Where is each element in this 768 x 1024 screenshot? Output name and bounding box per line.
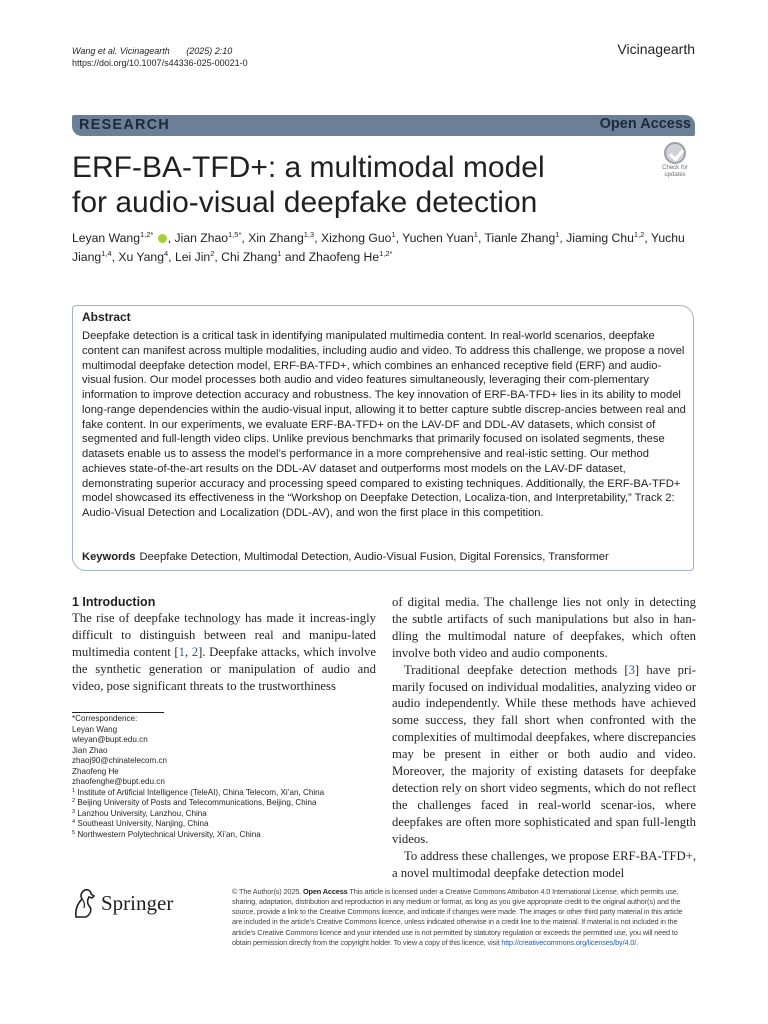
citation-link[interactable]: 2 xyxy=(191,644,199,659)
keywords-text: Deepfake Detection, Multimodal Detection, Audio-Visual Fusion, Digital Forensics, Transformer xyxy=(139,551,609,563)
author: Zhaofeng He xyxy=(308,250,380,264)
title-line-1: ERF-BA-TFD+: a multimodal model xyxy=(72,151,545,184)
check-updates-icon xyxy=(664,142,686,164)
corr-name: Leyan Wang xyxy=(72,724,118,734)
doi-link[interactable]: https://doi.org/10.1007/s44336-025-00021-0 xyxy=(72,58,248,68)
affiliation: $^3$ Lanzhou University, Lanzhou, China xyxy=(72,808,207,818)
abstract-heading: Abstract xyxy=(82,310,131,324)
corr-name: Zhaofeng He xyxy=(72,766,119,776)
journal-name: Vicinagearth xyxy=(617,41,695,57)
author: Lei Jin xyxy=(174,250,211,264)
author: Jiaming Chu xyxy=(566,231,634,245)
section-heading: 1 Introduction xyxy=(72,595,156,609)
author: Leyan Wang xyxy=(72,231,140,245)
author: Xizhong Guo xyxy=(320,231,392,245)
corr-email[interactable]: zhaoj90@chinatelecom.cn xyxy=(72,756,168,765)
badge-line-2: updates xyxy=(664,171,686,178)
citation-link[interactable]: 1 xyxy=(178,644,185,659)
badge-line-1: Check for xyxy=(662,165,688,171)
paragraph: To address these challenges, we propose ERF-BA-TFD+, a novel multimodal deepfake detection model xyxy=(392,848,696,880)
license-text: © The Author(s) 2025. Open Access This article is licensed under a Creative Commons Attribution 4.0 International License, which permits use, sharing, adaptation, distribution and reproduction in any medium or format, as long as you give appropriate credit to the original author(s) and the source, provide a link to the Creative Commons licence, and indicate if changes were made. The images or other third party material in this article are included in the article’s Creative Commons licence, unless indicated otherwise in a credit line to the material. If material is not included in the article’s Creative Commons licence and your intended use is not permitted by statutory regulation or exceeds the permitted use, you will need to obtain permission directly from the copyright holder. To view a copy of this licence, visit http://creativecommons.org/licenses/by/4.0/. xyxy=(232,887,683,947)
left-column xyxy=(72,610,376,695)
citation-authors: Wang et al. Vicinagearth xyxy=(72,46,170,56)
orcid-icon[interactable] xyxy=(158,234,167,243)
paragraph: The rise of deepfake technology has made it increas-ingly difficult to distinguish between real and manipu-lated multimedia content [1, 2]. Deepfake attacks, which involve the synthetic generation or manipulation of audio and video, pose significant threats to the trustworthiness xyxy=(72,611,376,693)
abstract-text: Deepfake detection is a critical task in identifying manipulated multimedia content. In real-world scenarios, deepfake content can manifest across multiple modalities, including audio and video. To address this challenge, we propose a novel multimodal deepfake detection model, ERF-BA-TFD+, which combines an enhanced receptive field (ERF) and audio-visual fusion. Our model processes both audio and video features simultaneously, leveraging their com-plementary information to improve detection accuracy and robustness. The key innovation of ERF-BA-TFD+ lies in its ability to model long-range dependencies within the audio-visual input, allowing it to better capture subtle discrep-ancies between real and fake content. In our experiments, we evaluate ERF-BA-TFD+ on the LAV-DF and DDL-AV datasets, which consist of segmented and full-length video clips. Unlike previous benchmarks that primarily focused on isolated segments, these datasets enable us to assess the model’s performance in a more comprehensive and real-istic setting. Our method achieves state-of-the-art results on the DDL-AV dataset and outperforms most models on the LAV-DF dataset, demonstrating superior accuracy and processing speed compared to existing techniques. Additionally, the ERF-BA-TFD+ model showcased its effectiveness in the “Workshop on Deepfake Detection, Localiza-tion, and Interpretability,” Track 2: Audio-Visual Detection and Localization (DDL-AV), and won the first place in this competition. xyxy=(82,330,686,519)
corr-email[interactable]: zhaofenghe@bupt.edu.cn xyxy=(72,777,165,786)
keywords-label: Keywords xyxy=(82,551,136,563)
author: Tianle Zhang xyxy=(484,231,556,245)
citation-year: (2025) 2:10 xyxy=(186,46,233,56)
springer-horse-icon xyxy=(72,887,98,919)
open-access-label: Open Access xyxy=(599,116,691,132)
title-line-2: for audio-visual deepfake detection xyxy=(72,186,538,219)
publisher-logo-text: Springer xyxy=(101,891,174,915)
article-title xyxy=(72,150,632,220)
corr-name: Jian Zhao xyxy=(72,745,108,755)
paragraph: Traditional deepfake detection methods [3] have pri-marily focused on individual modalities, analyzing video or audio independently. While these methods have achieved some success, they fall short when confronted with the complexities of multimodal deepfakes, where discrepancies may be present in either or both audio and video. Moreover, the majority of existing datasets for deepfake detection rely on short video segments, which do not reflect the challenges faced in real-world scenar-ios, where deepfakes are often more sophisticated and span full-length videos. xyxy=(392,662,696,846)
paragraph: of digital media. The challenge lies not only in detecting the subtle artifacts of such manipulations but also in han-dling the multimodal nature of deepfakes, which often involve both video and audio components. xyxy=(392,595,696,660)
citation-line xyxy=(72,45,232,57)
affiliation: $^4$ Southeast University, Nanjing, China xyxy=(72,819,209,828)
affiliation: $^2$ Beijing University of Posts and Telecommunications, Beijing, China xyxy=(72,798,317,807)
correspondence-notes: *Correspondence: Leyan Wang wleyan@bupt.edu.cn Jian Zhao zhaoj90@chinatelecom.cn Zhaofeng He zhaofenghe@bupt.edu.cn $^1$ Institute of Artificial Intelligence (TeleAI), China Telecom, Xi’an, China $^2$ Beijing University of Posts and Telecommunications, Beijing, China $^3$ Lanzhou University, Lanzhou, China $^4$ Southeast University, Nanjing, China $^5$ Northwestern Polytechnical University, Xi’an, China xyxy=(72,714,376,840)
author: Yuchen Yuan xyxy=(402,231,474,245)
author: Yuchu Jiang xyxy=(72,231,685,264)
corr-email[interactable]: wleyan@bupt.edu.cn xyxy=(72,735,148,744)
author-list: Leyan Wang$^{1,2*}$ , Jian Zhao$^{1,5*}$, Xin Zhang$^{1,3}$, Xizhong Guo$^1$, Yuchen Yuan$^1$, Tianle Zhang$^1$, Jiaming Chu$^{1,2}$, Yuchu Jiang$^{1,4}$, Xu Yang$^4$, Lei Jin$^2$, Chi Zhang$^1$ and Zhaofeng $He^{1,2*}$ xyxy=(72,230,685,264)
right-column xyxy=(392,594,696,881)
footnote-divider xyxy=(72,712,164,713)
author: Xu Yang xyxy=(118,250,164,264)
article-type: RESEARCH xyxy=(79,117,170,133)
author: Xin Zhang xyxy=(248,231,304,245)
author: Chi Zhang xyxy=(221,250,278,264)
keywords xyxy=(82,550,688,564)
affiliation: $^5$ Northwestern Polytechnical University, Xi’an, China xyxy=(72,829,261,839)
license-link[interactable]: http://creativecommons.org/licenses/by/4.0/ xyxy=(501,937,637,947)
affiliation: $^1$ Institute of Artificial Intelligence (TeleAI), China Telecom, Xi’an, China xyxy=(72,787,325,797)
check-for-updates-badge[interactable] xyxy=(655,142,695,180)
author: Jian Zhao xyxy=(174,231,229,245)
citation-link[interactable]: 3 xyxy=(628,662,635,677)
